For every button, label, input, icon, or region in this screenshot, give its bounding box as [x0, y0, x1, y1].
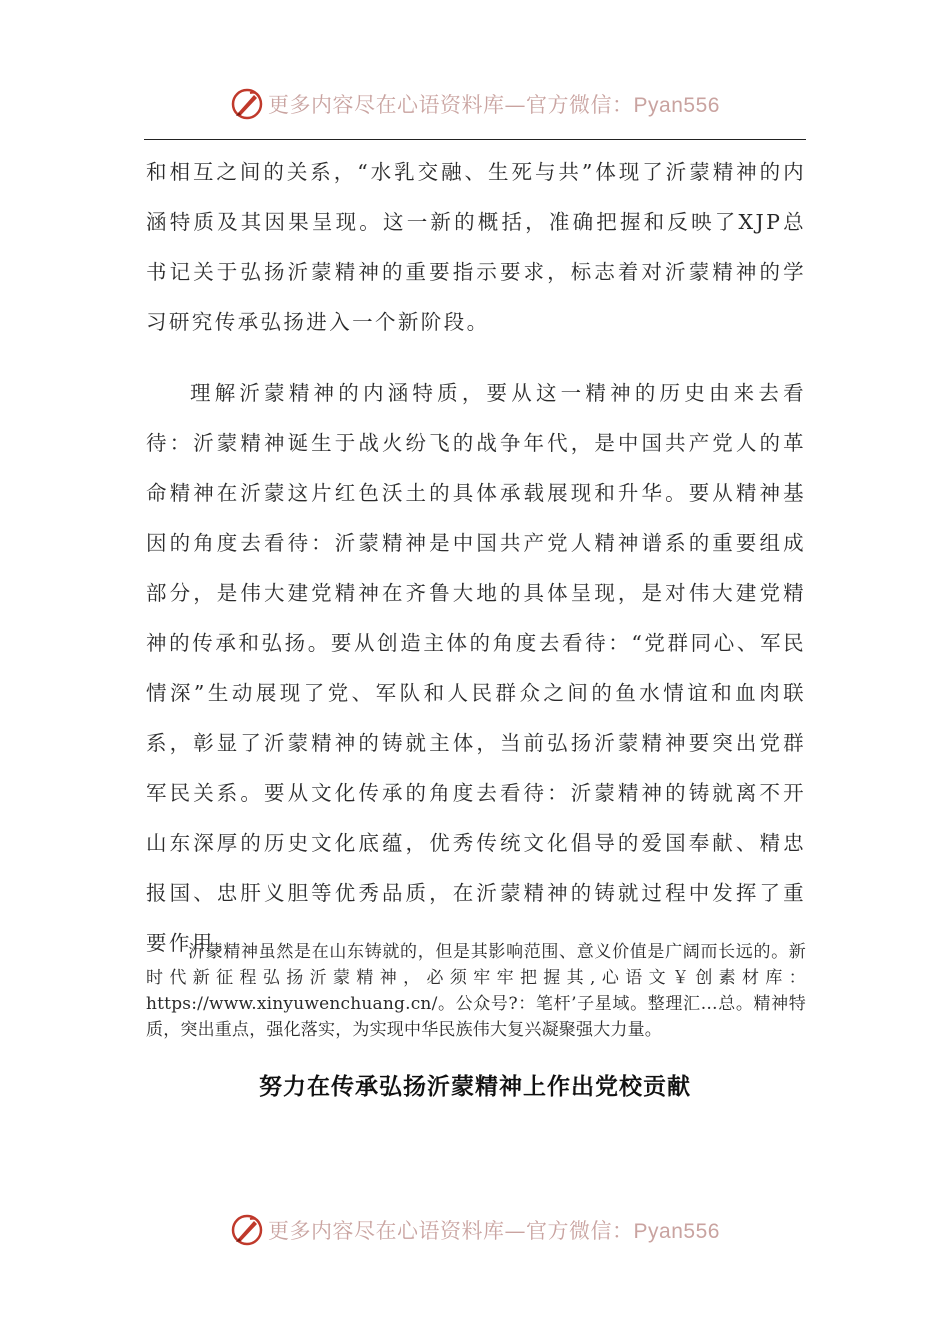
header-watermark-text: 更多内容尽在心语资料库—官方微信： [268, 93, 634, 117]
header-rule [144, 139, 806, 140]
header-watermark [0, 84, 950, 124]
footer-watermark-text: 更多内容尽在心语资料库—官方微信： [268, 1219, 634, 1243]
pen-logo-icon [230, 1213, 264, 1247]
body-paragraph-1: 和相互之间的关系，“水乳交融、生死与共”体现了沂蒙精神的内涵特质及其因果呈现。这一新的概括，准确把握和反映了XJP总书记关于弘扬沂蒙精神的重要指示要求，标志着对沂蒙精神的学习研究传承弘扬进入一个新阶段。 [146, 160, 806, 334]
header-wechat-id: Pyan556 [633, 94, 720, 117]
footer-wechat-id: Pyan556 [633, 1220, 720, 1243]
section-heading: 努力在传承弘扬沂蒙精神上作出党校贡献 [259, 1074, 691, 1100]
body-paragraph-2: 理解沂蒙精神的内涵特质，要从这一精神的历史由来去看待：沂蒙精神诞生于战火纷飞的战争年代，是中国共产党人的革命精神在沂蒙这片红色沃土的具体承载展现和升华。要从精神基因的角度去看待：沂蒙精神是中国共产党人精神谱系的重要组成部分，是伟大建党精神在齐鲁大地的具体呈现，是对伟大建党精神的传承和弘扬。要从创造主体的角度去看待：“党群同心、军民情深”生动展现了党、军队和人民群众之间的鱼水情谊和血肉联系，彰显了沂蒙精神的铸就主体，当前弘扬沂蒙精神要突出党群军民关系。要从文化传承的角度去看待：沂蒙精神的铸就离不开山东深厚的历史文化底蕴，优秀传统文化倡导的爱国奉献、精忠报国、忠肝义胆等优秀品质，在沂蒙精神的铸就过程中发挥了重要作用。 [146, 381, 806, 955]
footer-watermark [0, 1210, 950, 1250]
body-paragraph-3: 沂蒙精神虽然是在山东铸就的，但是其影响范围、意义价值是广阔而长远的。新时代新征程弘扬沂蒙精神，必须牢牢把握其,心语文￥创素材库：https://www.xinyuwenchuang.cn/。公众号?：笔杆’子星域。整理汇…总。精神特质，突出重点，强化落实，为实现中华民族伟大复兴凝聚强大力量。 [146, 942, 806, 1040]
pen-logo-icon [230, 87, 264, 121]
